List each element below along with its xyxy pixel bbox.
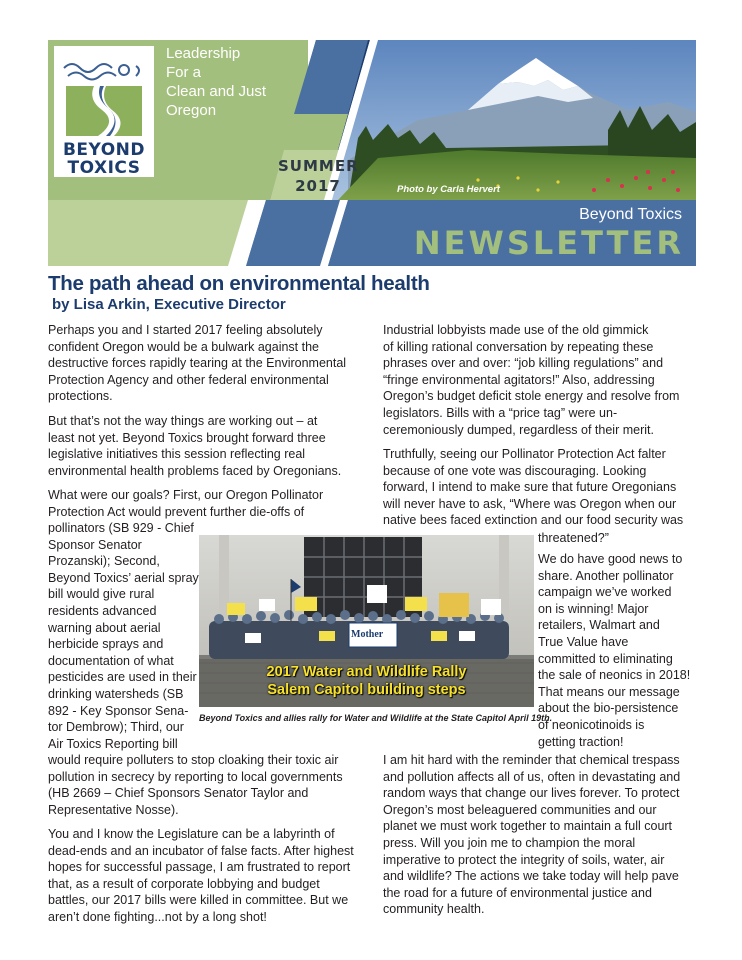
newsletter-title: NEWSLETTER [413, 224, 684, 262]
text-line: destructive forces rapidly tearing at the Environmental [48, 356, 347, 371]
text-line: Truthfully, seeing our Pollinator Protection Act falter [383, 447, 666, 461]
issue-season: SUMMER [278, 157, 359, 175]
text-line: tor Dembrow); Third, our [48, 720, 184, 735]
text-line: because of one vote was discouraging. Looking [383, 463, 647, 478]
text-line: confident Oregon would be a bulwark against the [48, 339, 320, 354]
paragraph-wrapped [48, 520, 199, 752]
text-line: Air Toxics Reporting bill [48, 736, 178, 751]
text-line: environmental health problems faced by Oregonians. [48, 463, 342, 478]
tagline [166, 44, 306, 120]
text-line: retailers, Walmart and [538, 618, 660, 633]
text-line: threatened?” [538, 531, 609, 545]
brand-name: Beyond Toxics [579, 206, 682, 223]
text-line: that, as a result of corporate lobbying and budget [48, 876, 320, 891]
text-line: of killing rational conversation by repeating these [383, 339, 654, 354]
article-headline: The path ahead on environmental health [48, 272, 430, 295]
newsletter-banner [48, 40, 696, 266]
text-line: battles, our 2017 bills were killed in committee. But we [48, 893, 349, 908]
logo-text-beyond: BEYOND [62, 140, 146, 160]
text-line: the sale of neonics in 2018! [538, 668, 691, 683]
photo-credit: Photo by Carla Hervert [397, 184, 500, 195]
paragraph-wrapped [538, 551, 690, 750]
text-line: would require polluters to stop cloaking their toxic air [48, 753, 339, 767]
text-line: I am hit hard with the reminder that chemical trespass [383, 753, 680, 767]
paragraph [48, 826, 354, 926]
text-line: phrases over and over: “job killing regulations” and [383, 356, 664, 371]
tagline-line: Clean and Just [166, 83, 267, 100]
text-line: Representative Nosse). [48, 802, 179, 817]
sign-text: Mother [351, 629, 384, 640]
text-line: But that’s not the way things are working out – at [48, 414, 318, 428]
paragraph [538, 530, 609, 547]
text-line: Protection Agency and other federal environmental [48, 372, 329, 387]
text-line: residents advanced [48, 603, 157, 618]
text-line: Perhaps you and I started 2017 feeling absolutely [48, 323, 323, 337]
text-line: least not yet. Beyond Toxics brought forward three [48, 430, 326, 445]
text-line: Protection Act would prevent further die-offs of [48, 504, 305, 519]
text-line: committed to eliminating [538, 651, 673, 666]
issue-year: 2017 [295, 177, 341, 195]
text-line: documentation of what [48, 653, 174, 668]
text-line: of neonicotinoids is [538, 717, 645, 732]
logo-text-toxics: TOXICS [67, 158, 141, 178]
text-line: Beyond Toxics’ aerial spray [48, 570, 199, 585]
article-byline: by Lisa Arkin, Executive Director [52, 296, 286, 313]
text-line: bill would give rural [48, 587, 155, 602]
text-line: drinking watersheds (SB [48, 686, 184, 701]
text-line: (HB 2669 – Chief Sponsors Senator Taylor and [48, 786, 309, 801]
text-line: hopes for successful passage, I am frustrated to report [48, 860, 351, 875]
text-line: and wildlife? The actions we take today will help pave [383, 869, 679, 884]
text-line: random ways that change our lives forever. To protect [383, 786, 680, 801]
text-line: share. Another pollinator [538, 568, 674, 583]
text-line: Prozanski); Second, [48, 554, 160, 569]
text-line: aren’t done fighting...not by a long shot! [48, 909, 267, 924]
text-line: “fringe environmental agitators!” Also, addressing [383, 372, 655, 387]
text-line: True Value have [538, 634, 629, 649]
text-line: dead-ends and an incubator of false facts. After highest [48, 843, 354, 858]
text-line: planet we must work together to maintain a full court [383, 819, 673, 834]
text-line: warning about aerial [48, 620, 161, 635]
text-line: pesticides are used in their [48, 670, 197, 685]
text-line: Oregon’s budget deficit stole energy and resolve from [383, 389, 680, 404]
text-line: We do have good news to [538, 552, 683, 566]
text-line: forward, I intend to make sure that future Oregonians [383, 480, 677, 495]
paragraph [48, 413, 341, 479]
tagline-line: For a [166, 64, 202, 81]
paragraph [48, 752, 343, 818]
paragraph [48, 487, 323, 520]
text-line: on is winning! Major [538, 601, 649, 616]
text-line: Industrial lobbyists made use of the old gimmick [383, 323, 649, 337]
text-line: press. Will you join me to champion the moral [383, 835, 636, 850]
paragraph [383, 752, 680, 918]
text-line: ceremoniously dumped, regardless of their merit. [383, 422, 654, 437]
text-line: legislative initiatives this session reflecting real [48, 447, 306, 462]
text-line: Sponsor Senator [48, 537, 142, 552]
paragraph [383, 322, 679, 438]
paragraph [48, 322, 346, 405]
text-line: herbicide sprays and [48, 637, 164, 652]
text-line: You and I know the Legislature can be a labyrinth of [48, 827, 335, 841]
text-line: Oregon’s most beleaguered communities and our [383, 802, 657, 817]
text-line: native bees faced extinction and our food security was [383, 513, 684, 528]
photo-title-line1: 2017 Water and Wildlife Rally [266, 664, 467, 680]
text-line: will never have to ask, “Where was Oregon when our [383, 496, 677, 511]
text-line: protections. [48, 389, 113, 404]
text-line: That means our message [538, 684, 680, 699]
text-line: getting traction! [538, 734, 624, 749]
paragraph [383, 446, 683, 529]
text-line: imperative to protect the integrity of soils, water, air [383, 852, 665, 867]
beyond-toxics-logo [54, 46, 154, 177]
text-line: legislators. Bills with a “price tag” were un- [383, 405, 618, 420]
photo-title-line2: Salem Capitol building steps [267, 682, 466, 698]
text-line: campaign we’ve worked [538, 585, 672, 600]
rally-photo [199, 535, 534, 707]
text-line: the road for a future of environmental justice and [383, 885, 652, 900]
tagline-line: Leadership [166, 45, 241, 62]
text-line: pollinators (SB 929 - Chief [48, 521, 194, 535]
text-line: community health. [383, 902, 485, 917]
text-line: about the bio-persistence [538, 701, 679, 716]
photo-caption: Beyond Toxics and allies rally for Water and Wildlife at the State Capitol April 19th. [199, 713, 553, 723]
text-line: What were our goals? First, our Oregon Pollinator [48, 488, 324, 502]
text-line: 892 - Key Sponsor Sena- [48, 703, 189, 718]
text-line: pollution in secrecy by reporting to local governments [48, 769, 343, 784]
text-line: and pollution affects all of us, often in devastating and [383, 769, 681, 784]
tagline-line: Oregon [166, 102, 217, 119]
